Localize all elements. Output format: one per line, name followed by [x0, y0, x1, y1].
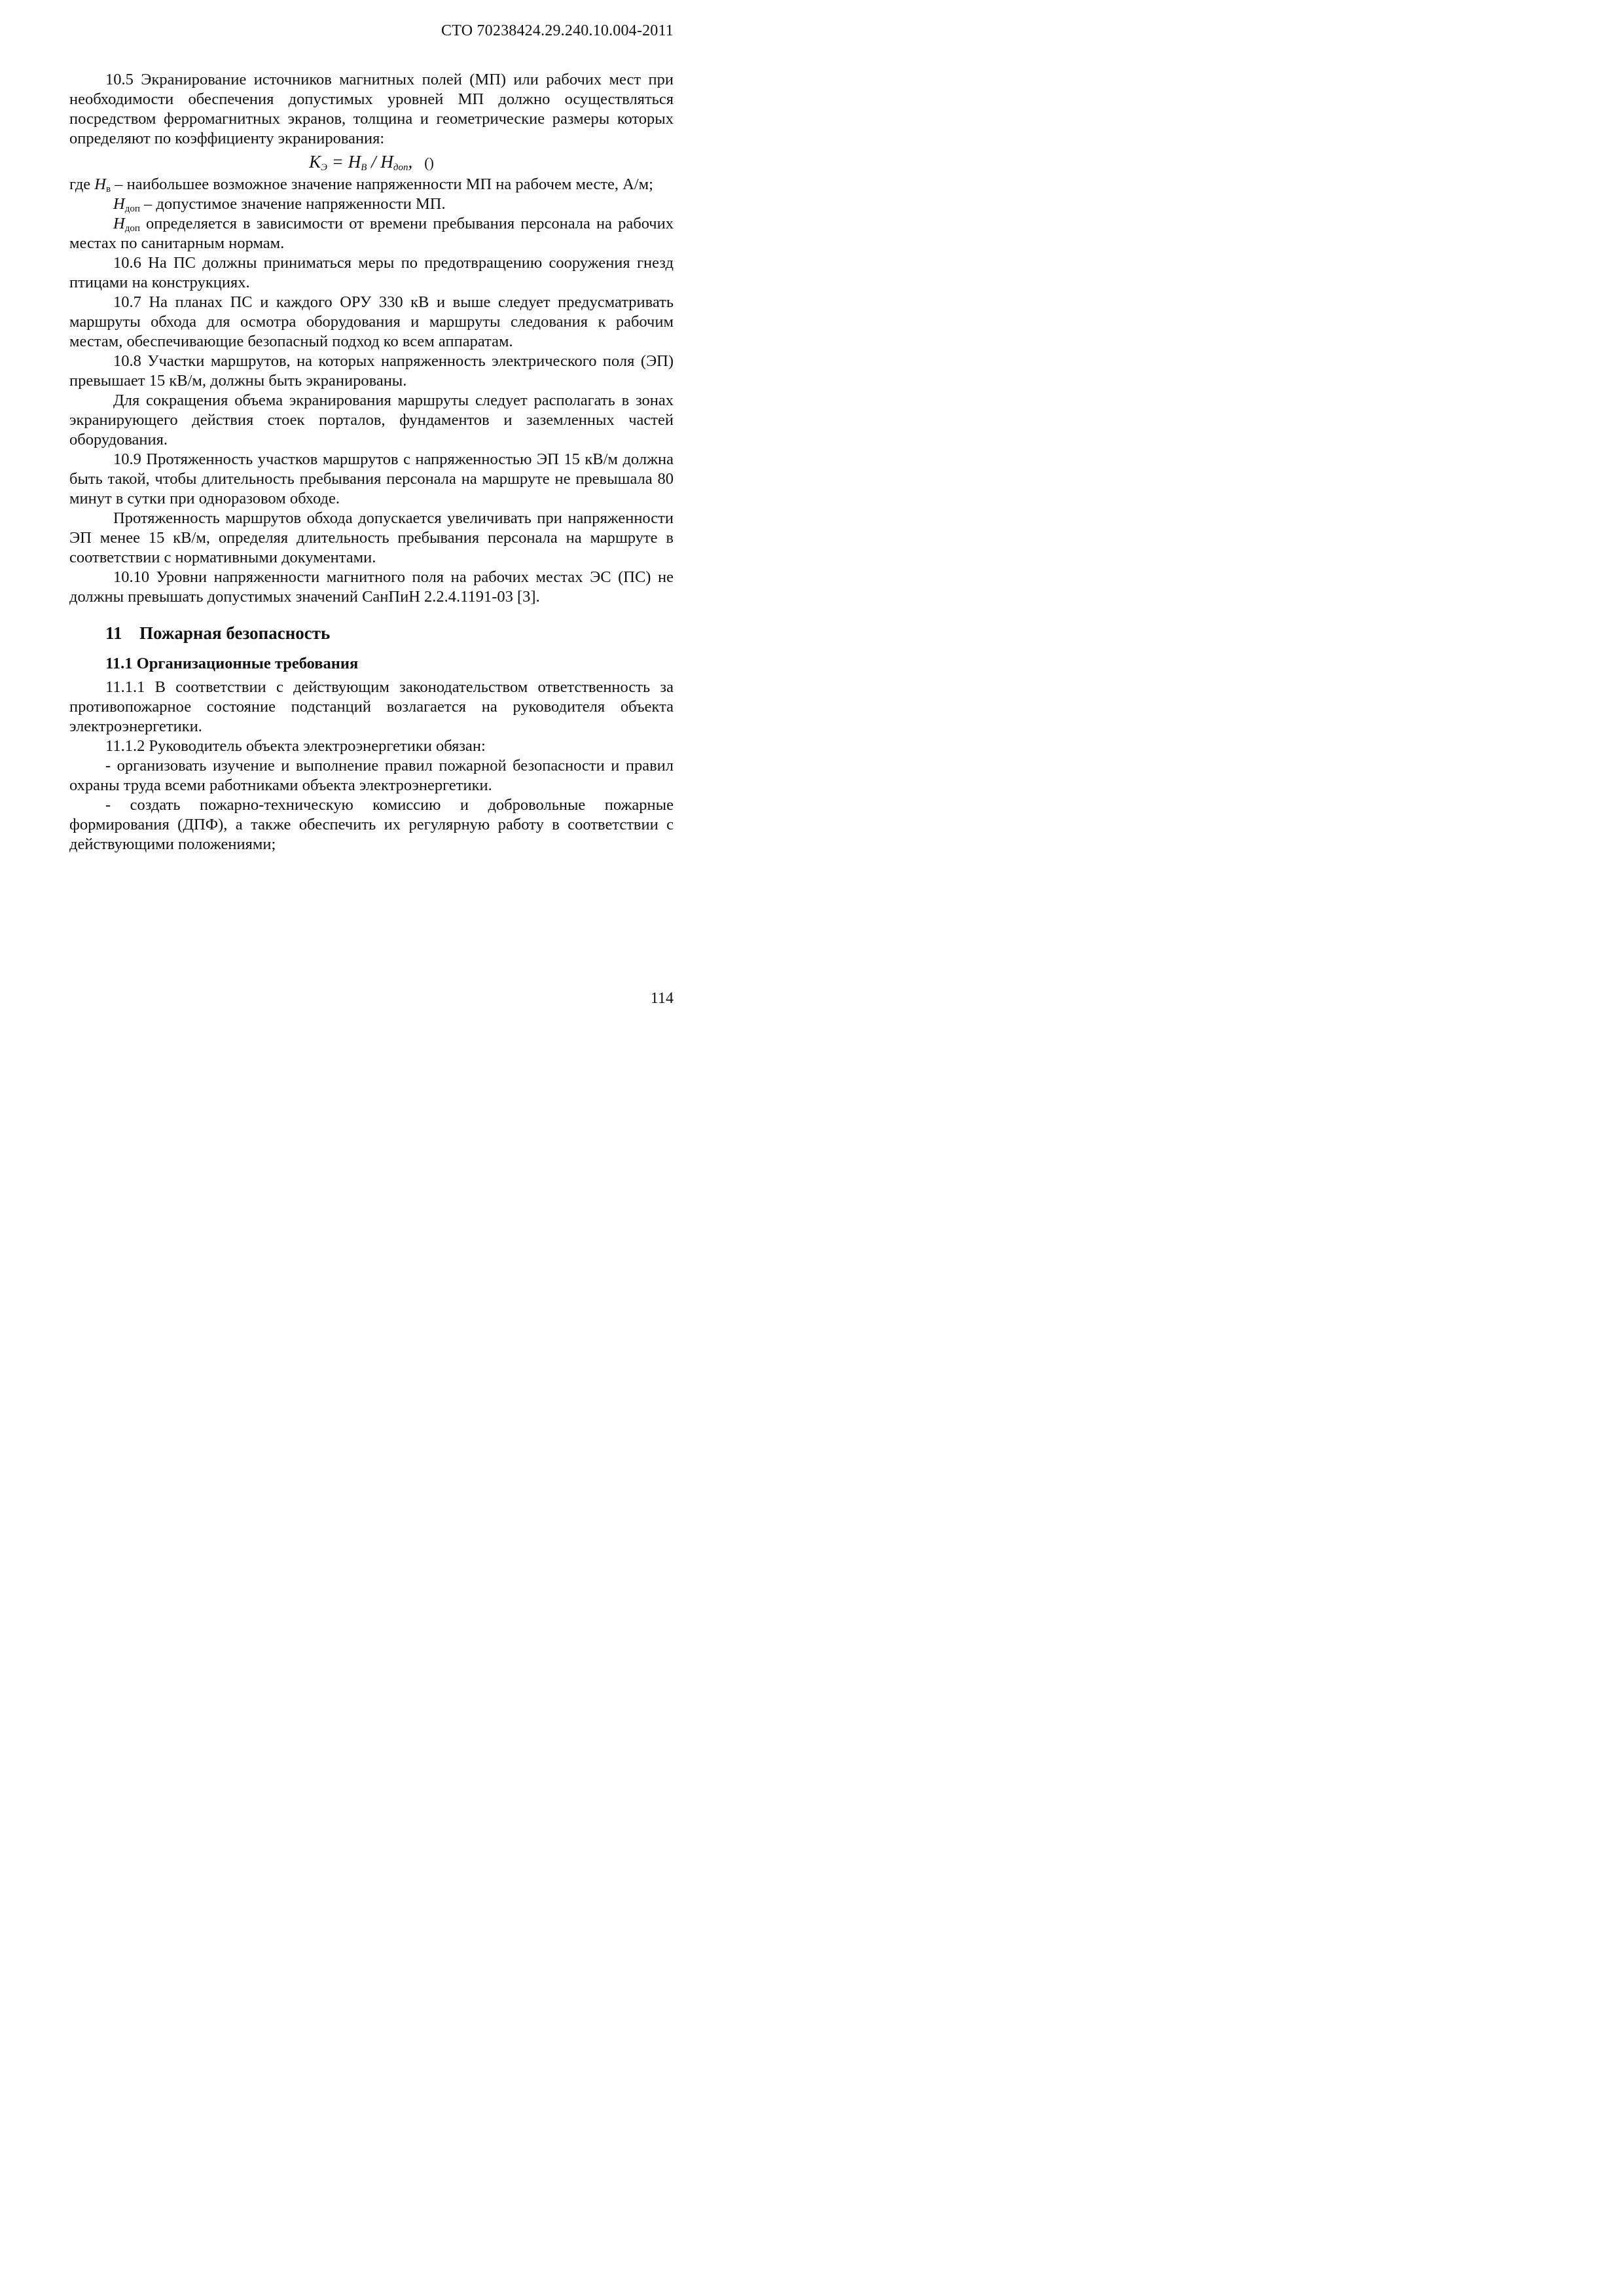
document-code-header: СТО 70238424.29.240.10.004-2011 [441, 22, 674, 39]
formula-ref: () [424, 155, 434, 171]
hdop-sub: доп [124, 204, 140, 214]
where-hdop [69, 194, 674, 214]
hv-text: – наибольшее возможное значение напряженности МП на рабочем месте, А/м; [111, 175, 653, 193]
paragraph-10-7: 10.7 На планах ПС и каждого ОРУ 330 кВ и выше следует предусматривать маршруты обхода для осмотра оборудования и маршруты следования к рабочим местам, обеспечивающие безопасный подход ко всем аппаратам. [69, 293, 674, 350]
document-page [0, 0, 721, 1021]
where-hdop-2 [69, 214, 674, 253]
section-11-1-heading: 11.1 Организационные требования [105, 655, 359, 672]
list-item-2: - создать пожарно-техническую комиссию и добровольные пожарные формирования (ДПФ), а также обеспечить их регулярную работу в соответствии с действующими положениями; [69, 796, 674, 853]
paragraph-10-9: 10.9 Протяженность участков маршрутов с напряженностью ЭП 15 кВ/м должна быть такой, чтобы длительность пребывания персонала на маршруте не превышала 80 минут в сутки при одноразовом обходе. [69, 450, 674, 507]
page-number: 114 [650, 990, 674, 1007]
formula-k-sub: Э [321, 162, 327, 173]
section-11-number: 11 [105, 623, 122, 643]
paragraph-10-6: 10.6 На ПС должны приниматься меры по предотвращению сооружения гнезд птицами на конструкциях. [69, 254, 674, 291]
formula-div-h: / H [367, 152, 393, 172]
formula-k: K [309, 152, 321, 172]
paragraph-10-8b: Для сокращения объема экранирования маршруты следует располагать в зонах экранирующего действия стоек порталов, фундаментов и заземленных частей оборудования. [69, 392, 674, 448]
paragraph-10-9b: Протяженность маршрутов обхода допускается увеличивать при напряженности ЭП менее 15 кВ/м, определяя длительность пребывания персонала на маршруте в соответствии с нормативными документами. [69, 509, 674, 566]
hdop2-sub: доп [124, 223, 140, 234]
hdop-symbol: H [113, 195, 125, 213]
formula-comma: , [408, 152, 413, 172]
shielding-formula [69, 149, 674, 175]
document-body [69, 70, 674, 854]
hdop-text: – допустимое значение напряженности МП. [139, 195, 446, 213]
paragraph-10-5: 10.5 Экранирование источников магнитных полей (МП) или рабочих мест при необходимости обеспечения допустимых уровней МП должно осуществляться посредством ферромагнитных экранов, толщина и геометрические размеры которых определяют по коэффициенту экранирования: [69, 71, 674, 147]
where-hv [69, 175, 674, 194]
paragraph-10-8: 10.8 Участки маршрутов, на которых напряженность электрического поля (ЭП) превышает 15 кВ/м, должны быть экранированы. [69, 352, 674, 390]
where-lead: где [69, 175, 95, 193]
list-item-1: - организовать изучение и выполнение правил пожарной безопасности и правил охраны труда всеми работниками объекта электроэнергетики. [69, 757, 674, 794]
paragraph-10-10: 10.10 Уровни напряженности магнитного поля на рабочих местах ЭС (ПС) не должны превышать допустимых значений СанПиН 2.2.4.1191-03 [3]. [69, 568, 674, 606]
hdop2-symbol: H [113, 215, 125, 232]
section-11-title: Пожарная безопасность [139, 623, 331, 643]
formula-h-sub: B [361, 162, 367, 173]
hv-symbol: H [94, 175, 106, 193]
paragraph-11-1-2: 11.1.2 Руководитель объекта электроэнергетики обязан: [105, 737, 486, 755]
formula-eq-h: = H [327, 152, 361, 172]
formula-den-sub: доп [393, 162, 408, 173]
paragraph-11-1-1: 11.1.1 В соответствии с действующим законодательством ответственность за противопожарное состояние подстанций возлагается на руководителя объекта электроэнергетики. [69, 678, 674, 735]
section-11-heading [105, 621, 674, 645]
hv-sub: в [106, 184, 111, 194]
hdop2-text: определяется в зависимости от времени пребывания персонала на рабочих местах по санитарным нормам. [69, 215, 674, 252]
